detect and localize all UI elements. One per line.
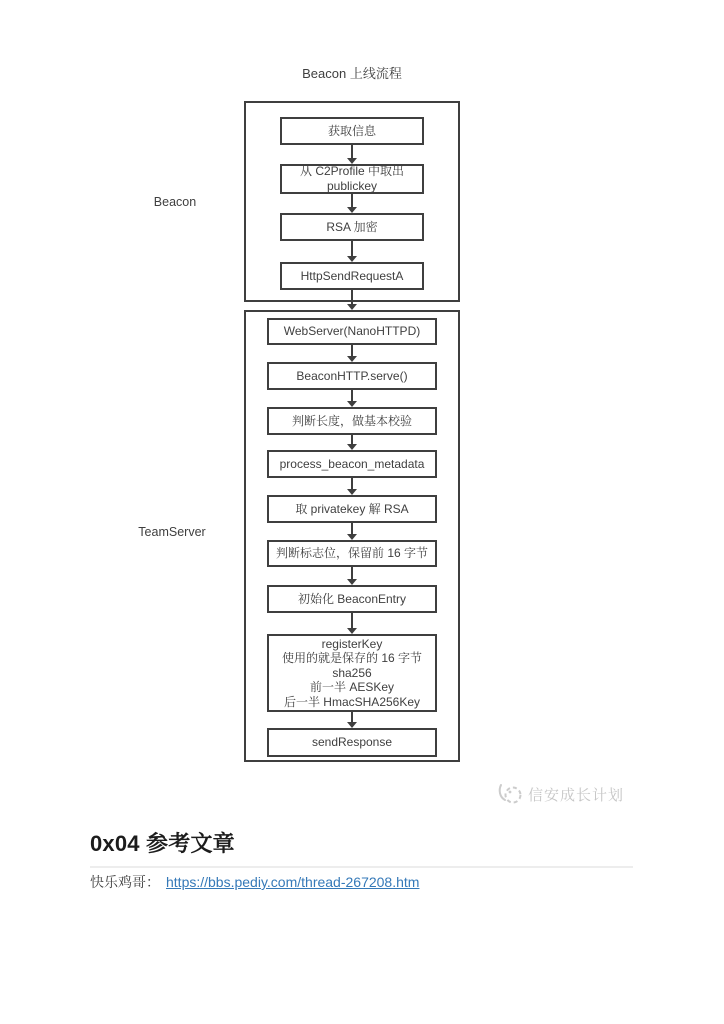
watermark	[497, 783, 624, 805]
reference-line	[90, 872, 419, 892]
flow-arrow-down	[347, 613, 357, 634]
flow-node-line: BeaconHTTP.serve()	[296, 368, 408, 383]
flow-arrow-down	[347, 712, 357, 728]
group-label-teamserver: TeamServer	[138, 525, 206, 539]
watermark-text: 信安成长计划	[528, 786, 625, 804]
flow-arrow-down	[347, 145, 357, 164]
flow-arrow-down	[347, 567, 357, 585]
flow-node	[267, 585, 437, 613]
flow-node-line: registerKey	[321, 636, 383, 651]
watermark-logo-icon	[497, 783, 523, 805]
flow-node	[280, 262, 424, 290]
flow-node	[267, 728, 437, 757]
flow-arrow-down	[347, 523, 357, 540]
flow-node-line: 从 C2Profile 中取出	[299, 164, 405, 179]
flow-node-line: WebServer(NanoHTTPD)	[283, 324, 421, 339]
flow-node	[267, 450, 437, 478]
reference-link[interactable]: https://bbs.pediy.com/thread-267208.htm	[166, 874, 420, 890]
flow-node	[280, 213, 424, 241]
flow-arrow-down	[347, 345, 357, 362]
flow-node	[267, 495, 437, 523]
flow-node	[267, 407, 437, 435]
flow-node-line: 初始化 BeaconEntry	[297, 591, 407, 606]
flow-node	[267, 540, 437, 567]
flow-arrow-down	[347, 290, 357, 310]
flow-node	[267, 634, 437, 712]
flow-node	[280, 164, 424, 194]
flow-arrow-down	[347, 194, 357, 213]
flow-node-line: publickey	[326, 179, 378, 193]
flow-node-line: sha256	[332, 665, 372, 680]
flow-node	[267, 362, 437, 390]
flow-arrow-down	[347, 241, 357, 262]
flow-node	[280, 117, 424, 145]
flow-arrow-down	[347, 435, 357, 450]
flow-node-line: sendResponse	[311, 735, 393, 750]
flow-node-line: 获取信息	[327, 123, 376, 138]
section-heading: 0x04 参考文章	[90, 827, 633, 868]
flow-node	[267, 318, 437, 345]
diagram-title: Beacon 上线流程	[302, 66, 402, 81]
group-label-beacon: Beacon	[153, 195, 197, 209]
flow-arrow-down	[347, 390, 357, 407]
reference-author: 快乐鸡哥：	[90, 874, 160, 890]
flow-node-line: 前一半 AESKey	[309, 680, 395, 695]
flow-node-line: 取 privatekey 解 RSA	[295, 501, 409, 516]
flow-node-line: RSA 加密	[326, 219, 378, 234]
flow-node-line: process_beacon_metadata	[279, 456, 425, 471]
flow-node-line: 后一半 HmacSHA256Key	[283, 694, 421, 709]
flow-arrow-down	[347, 478, 357, 495]
flow-node-line: 判断长度，做基本校验	[291, 413, 412, 428]
flow-node-line: 使用的就是保存的 16 字节	[281, 651, 423, 666]
flow-node-line: HttpSendRequestA	[300, 268, 404, 283]
flow-node-line: 判断标志位，保留前 16 字节	[275, 546, 429, 561]
